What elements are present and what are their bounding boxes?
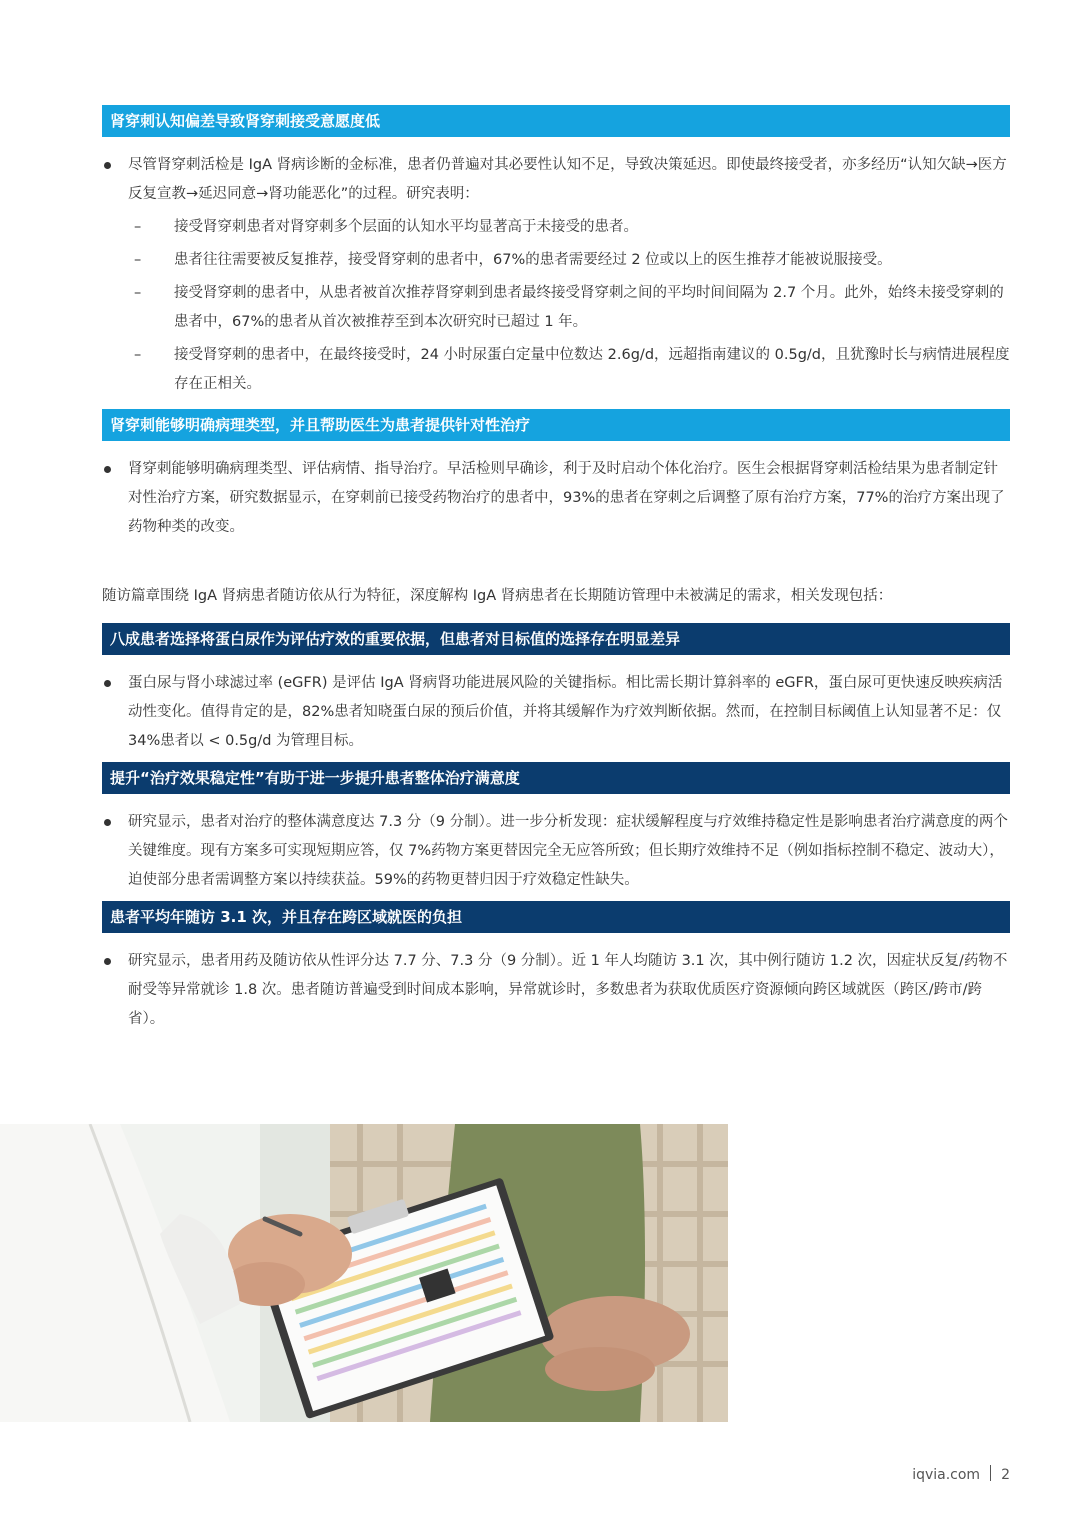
bullet-biopsy-awareness	[102, 151, 1010, 209]
bullet-dot-icon	[104, 819, 111, 826]
bullet-satisfaction	[102, 808, 1010, 895]
footer-site-link[interactable]: iqvia.com	[912, 1467, 981, 1483]
footer-separator	[990, 1465, 991, 1481]
bullet-dot-icon	[104, 680, 111, 687]
bullet-text: 尽管肾穿刺活检是 IgA 肾病诊断的金标准，患者仍普遍对其必要性认知不足，导致决策延迟。即使最终接受者，亦多经历“认知欠缺→医方反复宣教→延迟同意→肾功能恶化”的过程。研究表明：	[128, 157, 1007, 202]
sub-item-text: 接受肾穿刺的患者中，从患者被首次推荐肾穿刺到患者最终接受肾穿刺之间的平均时间间隔为 2.7 个月。此外，始终未接受穿刺的患者中，67%的患者从首次被推荐至到本次研究时已超过 1 年。	[174, 285, 1004, 330]
bullet-text: 研究显示，患者用药及随访依从性评分达 7.7 分、7.3 分（9 分制）。近 1 年人均随访 3.1 次，其中例行随访 1.2 次，因症状反复/药物不耐受等异常就诊 1.8 次。患者随访普遍受到时间成本影响，异常就诊时，多数患者为获取优质医疗资源倾向跨区域就医（跨区/跨市/跨省）。	[128, 953, 1008, 1027]
dash-icon: –	[134, 219, 142, 235]
sub-item-text: 患者往往需要被反复推荐，接受肾穿刺的患者中，67%的患者需要经过 2 位或以上的医生推荐才能被说服接受。	[174, 252, 892, 268]
dash-icon: –	[134, 252, 142, 268]
bullet-dot-icon	[104, 958, 111, 965]
bullet-proteinuria	[102, 669, 1010, 756]
sub-item	[102, 246, 1010, 275]
sub-item-text: 接受肾穿刺的患者中，在最终接受时，24 小时尿蛋白定量中位数达 2.6g/d，远超指南建议的 0.5g/d，且犹豫时长与病情进展程度存在正相关。	[174, 347, 1010, 392]
bullet-follow-up-visits	[102, 947, 1010, 1034]
bullet-text: 蛋白尿与肾小球滤过率 (eGFR) 是评估 IgA 肾病肾功能进展风险的关键指标。相比需长期计算斜率的 eGFR，蛋白尿可更快速反映疾病活动性变化。值得肯定的是，82%患者知晓蛋白尿的预后价值，并将其缓解作为疗效判断依据。然而，在控制目标阈值上认知显著不足：仅 34%患者以 < 0.5g/d 为管理目标。	[128, 675, 1003, 749]
bullet-text: 肾穿刺能够明确病理类型、评估病情、指导治疗。早活检则早确诊，利于及时启动个体化治疗。医生会根据肾穿刺活检结果为患者制定针对性治疗方案，研究数据显示，在穿刺前已接受药物治疗的患者中，93%的患者在穿刺之后调整了原有治疗方案，77%的治疗方案出现了药物种类的改变。	[128, 461, 1005, 535]
bullet-pathology	[102, 455, 1010, 542]
bullet-text: 研究显示，患者对治疗的整体满意度达 7.3 分（9 分制）。进一步分析发现：症状缓解程度与疗效维持稳定性是影响患者治疗满意度的两个关键维度。现有方案多可实现短期应答，仅 7%药物方案更替因完全无应答所致；但长期疗效维持不足（例如指标控制不稳定、波动大），迫使部分患者需调整方案以持续获益。59%的药物更替归因于疗效稳定性缺失。	[128, 814, 1008, 888]
photo-illustration	[0, 1124, 728, 1422]
main-content	[102, 105, 1010, 1034]
finding-heading-satisfaction: 提升“治疗效果稳定性”有助于进一步提升患者整体治疗满意度	[102, 762, 1010, 794]
doctor-patient-photo	[0, 1124, 728, 1422]
page-number: 2	[1001, 1467, 1010, 1483]
bullet-dot-icon	[104, 162, 111, 169]
bullet-dot-icon	[104, 466, 111, 473]
finding-heading-proteinuria: 八成患者选择将蛋白尿作为评估疗效的重要依据，但患者对目标值的选择存在明显差异	[102, 623, 1010, 655]
dash-icon: –	[134, 285, 142, 301]
sub-item	[102, 279, 1010, 337]
follow-up-intro: 随访篇章围绕 IgA 肾病患者随访依从行为特征，深度解构 IgA 肾病患者在长期随访管理中未被满足的需求，相关发现包括：	[102, 588, 893, 604]
sub-item	[102, 341, 1010, 399]
section-heading-pathology: 肾穿刺能够明确病理类型，并且帮助医生为患者提供针对性治疗	[102, 409, 1010, 441]
sub-item	[102, 213, 1010, 242]
finding-heading-follow-up-visits: 患者平均年随访 3.1 次，并且存在跨区域就医的负担	[102, 901, 1010, 933]
sub-item-text: 接受肾穿刺患者对肾穿刺多个层面的认知水平均显著高于未接受的患者。	[174, 219, 638, 235]
page-footer	[912, 1465, 1010, 1483]
section-heading-biopsy-awareness: 肾穿刺认知偏差导致肾穿刺接受意愿度低	[102, 105, 1010, 137]
dash-icon: –	[134, 347, 142, 363]
